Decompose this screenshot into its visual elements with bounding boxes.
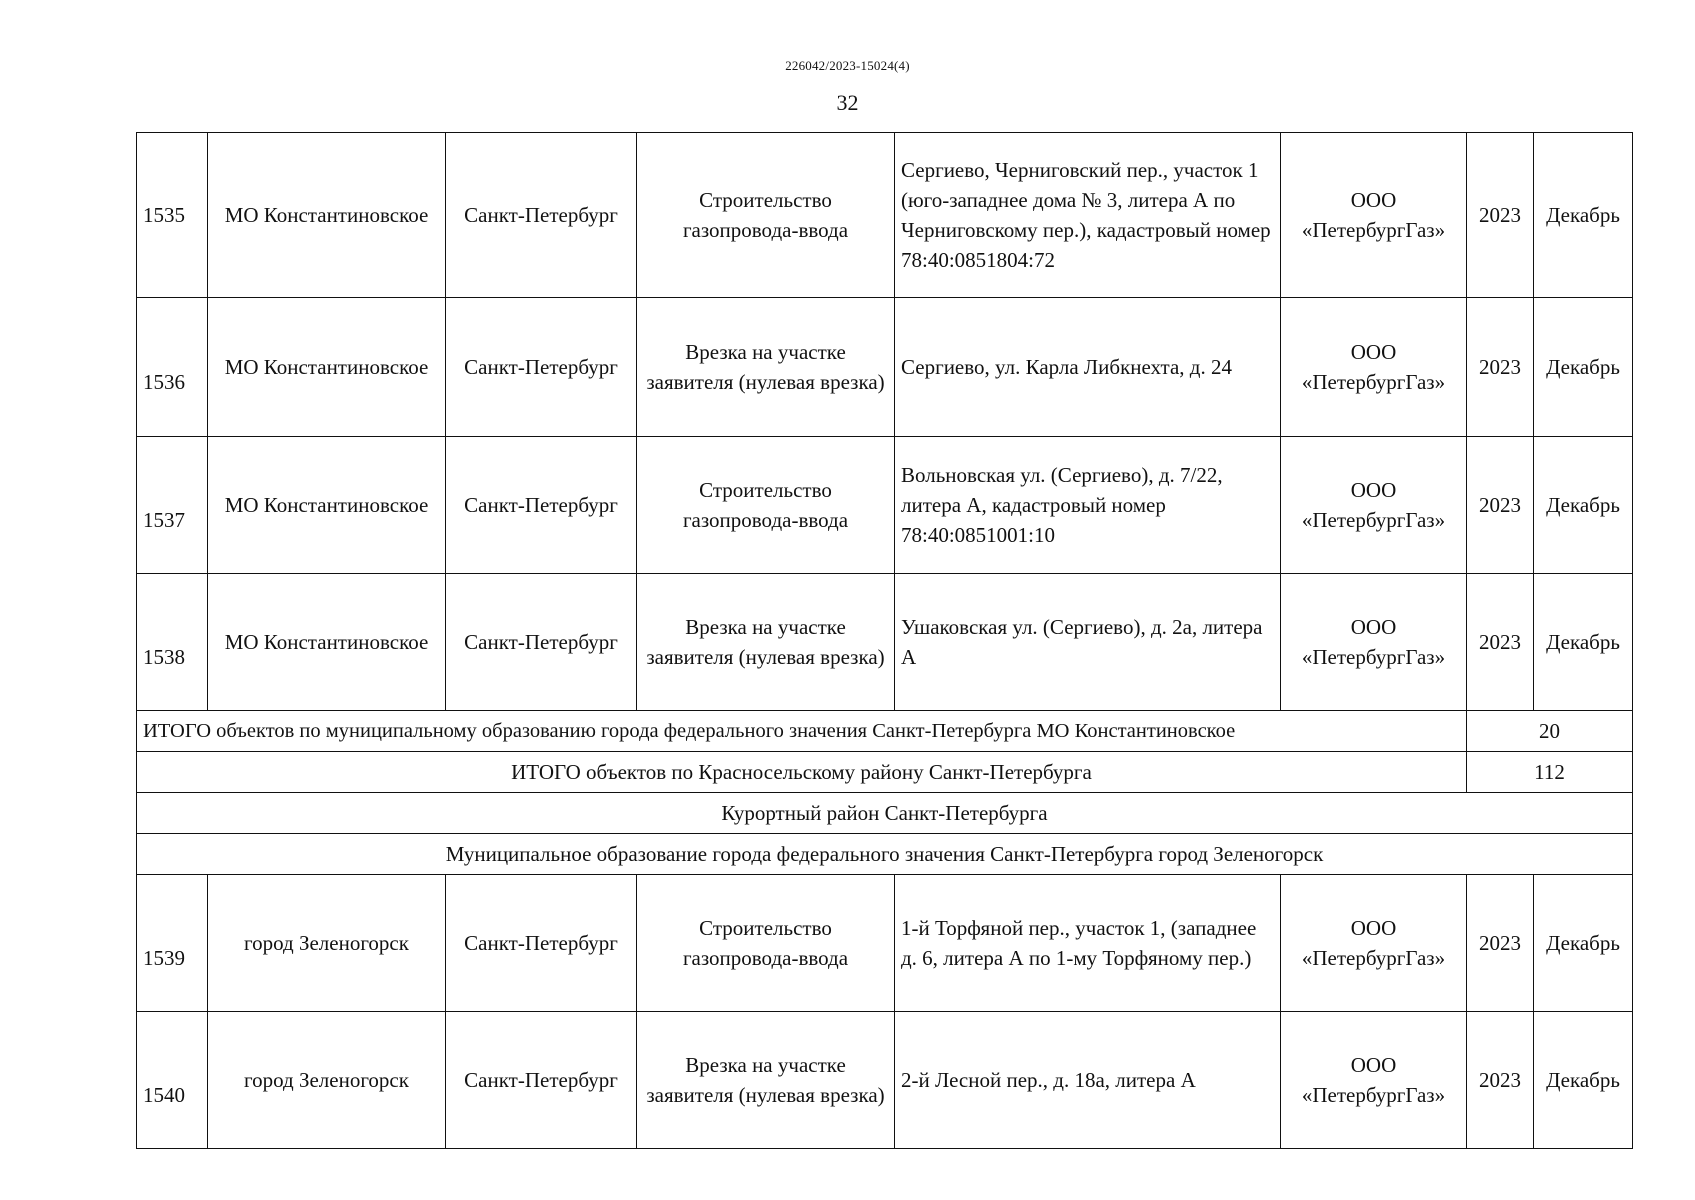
city-cell: Санкт-Петербург — [446, 1012, 637, 1149]
row-number: 1538 — [137, 574, 208, 711]
work-type-cell: Строительство газопровода-ввода — [637, 437, 895, 574]
month-cell: Декабрь — [1534, 437, 1633, 574]
district-total-value: 112 — [1467, 752, 1633, 793]
district-heading-row — [137, 793, 1633, 834]
row-number: 1535 — [137, 133, 208, 298]
row-number: 1540 — [137, 1012, 208, 1149]
organization-cell: ООО «ПетербургГаз» — [1281, 133, 1467, 298]
table-row — [137, 133, 1633, 298]
mo-total-value: 20 — [1467, 711, 1633, 752]
city-cell: Санкт-Петербург — [446, 875, 637, 1012]
city-cell: Санкт-Петербург — [446, 574, 637, 711]
district-heading: Курортный район Санкт-Петербурга — [137, 793, 1633, 834]
table-row — [137, 574, 1633, 711]
municipality-cell: МО Константиновское — [208, 574, 446, 711]
mo-total-row — [137, 711, 1633, 752]
work-type-cell: Строительство газопровода-ввода — [637, 133, 895, 298]
table-row — [137, 298, 1633, 437]
municipality-cell: город Зеленогорск — [208, 1012, 446, 1149]
municipality-cell: город Зеленогорск — [208, 875, 446, 1012]
table-row — [137, 437, 1633, 574]
organization-cell: ООО «ПетербургГаз» — [1281, 574, 1467, 711]
address-cell: Сергиево, Черниговский пер., участок 1 (юго-западнее дома № 3, литера А по Черниговскому пер.), кадастровый номер 78:40:0851804:72 — [895, 133, 1281, 298]
mo-heading: Муниципальное образование города федерального значения Санкт-Петербурга город Зеленогорск — [137, 834, 1633, 875]
organization-cell: ООО «ПетербургГаз» — [1281, 437, 1467, 574]
district-total-row — [137, 752, 1633, 793]
municipality-cell: МО Константиновское — [208, 133, 446, 298]
city-cell: Санкт-Петербург — [446, 437, 637, 574]
work-type-cell: Врезка на участке заявителя (нулевая врезка) — [637, 1012, 895, 1149]
row-number: 1536 — [137, 298, 208, 437]
row-number: 1537 — [137, 437, 208, 574]
year-cell: 2023 — [1467, 574, 1534, 711]
municipality-cell: МО Константиновское — [208, 437, 446, 574]
work-type-cell: Строительство газопровода-ввода — [637, 875, 895, 1012]
address-cell: Сергиево, ул. Карла Либкнехта, д. 24 — [895, 298, 1281, 437]
month-cell: Декабрь — [1534, 298, 1633, 437]
table-row — [137, 875, 1633, 1012]
year-cell: 2023 — [1467, 298, 1534, 437]
mo-total-label: ИТОГО объектов по муниципальному образованию города федерального значения Санкт-Петербурга МО Константиновское — [137, 711, 1467, 752]
organization-cell: ООО «ПетербургГаз» — [1281, 1012, 1467, 1149]
district-total-label: ИТОГО объектов по Красносельскому району Санкт-Петербурга — [137, 752, 1467, 793]
year-cell: 2023 — [1467, 437, 1534, 574]
organization-cell: ООО «ПетербургГаз» — [1281, 875, 1467, 1012]
organization-cell: ООО «ПетербургГаз» — [1281, 298, 1467, 437]
address-cell: Вольновская ул. (Сергиево), д. 7/22, литера А, кадастровый номер 78:40:0851001:10 — [895, 437, 1281, 574]
year-cell: 2023 — [1467, 875, 1534, 1012]
address-cell: Ушаковская ул. (Сергиево), д. 2а, литера А — [895, 574, 1281, 711]
month-cell: Декабрь — [1534, 574, 1633, 711]
page-number: 32 — [836, 90, 859, 115]
municipality-cell: МО Константиновское — [208, 298, 446, 437]
mo-heading-row — [137, 834, 1633, 875]
year-cell: 2023 — [1467, 133, 1534, 298]
month-cell: Декабрь — [1534, 133, 1633, 298]
work-type-cell: Врезка на участке заявителя (нулевая врезка) — [637, 298, 895, 437]
address-cell: 1-й Торфяной пер., участок 1, (западнее д. 6, литера А по 1-му Торфяному пер.) — [895, 875, 1281, 1012]
work-type-cell: Врезка на участке заявителя (нулевая врезка) — [637, 574, 895, 711]
city-cell: Санкт-Петербург — [446, 298, 637, 437]
month-cell: Декабрь — [1534, 1012, 1633, 1149]
document-id: 226042/2023-15024(4) — [785, 58, 910, 73]
address-cell: 2-й Лесной пер., д. 18а, литера А — [895, 1012, 1281, 1149]
table-row — [137, 1012, 1633, 1149]
city-cell: Санкт-Петербург — [446, 133, 637, 298]
month-cell: Декабрь — [1534, 875, 1633, 1012]
year-cell: 2023 — [1467, 1012, 1534, 1149]
row-number: 1539 — [137, 875, 208, 1012]
works-table — [136, 132, 1633, 1149]
